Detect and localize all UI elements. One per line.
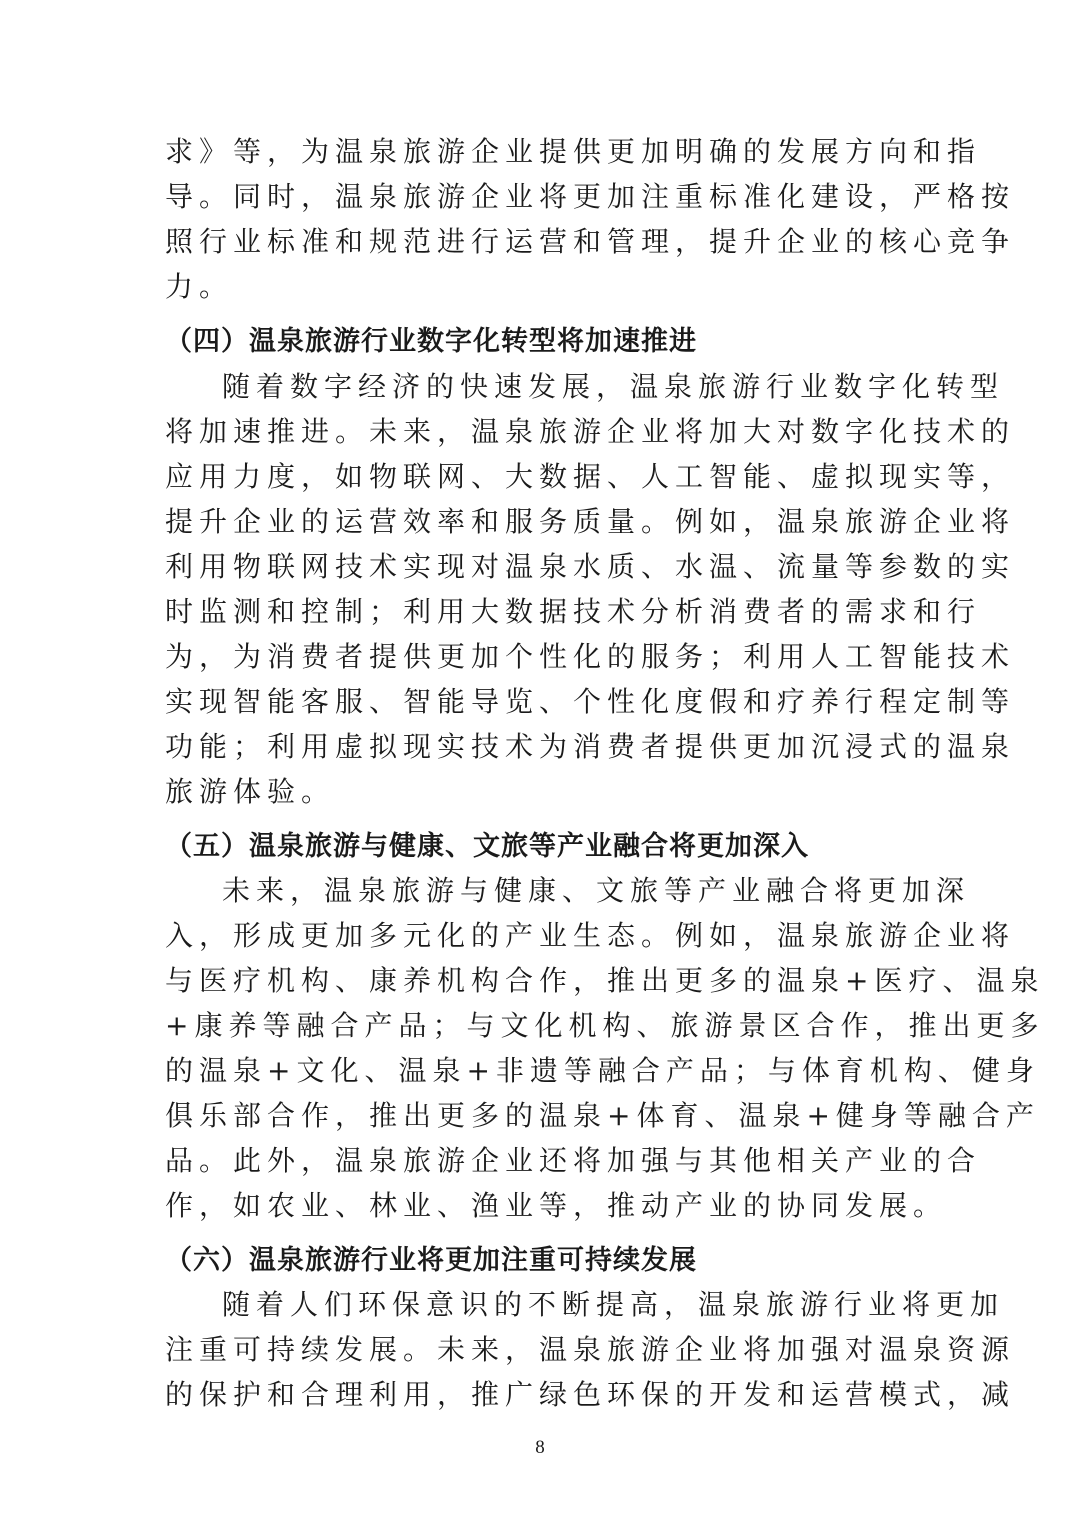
paragraph-line: 力。 [165,270,234,303]
paragraph-line: 俱乐部合作，推出更多的温泉+体育、温泉+健身等融合产 [165,1099,1040,1132]
paragraph-line: 未来，温泉旅游与健康、文旅等产业融合将更加深 [222,874,971,907]
paragraph-line: 应用力度，如物联网、大数据、人工智能、虚拟现实等， [165,460,1016,493]
section-heading-6: （六）温泉旅游行业将更加注重可持续发展 [165,1245,697,1276]
paragraph-line: 提升企业的运营效率和服务质量。例如，温泉旅游企业将 [165,505,1016,538]
page-number: 8 [535,1437,545,1458]
paragraph-line: 随着人们环保意识的不断提高，温泉旅游行业将更加 [222,1288,1005,1321]
paragraph-line: 随着数字经济的快速发展，温泉旅游行业数字化转型 [222,370,1005,403]
paragraph-line: 照行业标准和规范进行运营和管理，提升企业的核心竞争 [165,225,1016,258]
paragraph-line: 时监测和控制；利用大数据技术分析消费者的需求和行 [165,595,982,628]
paragraph-line: 的温泉+文化、温泉+非遗等融合产品；与体育机构、健身 [165,1054,1040,1087]
paragraph-line: 的保护和合理利用，推广绿色环保的开发和运营模式，减 [165,1378,1016,1411]
paragraph-line: +康养等融合产品；与文化机构、旅游景区合作，推出更多 [165,1009,1045,1042]
paragraph-line: 入，形成更加多元化的产业生态。例如，温泉旅游企业将 [165,919,1016,952]
paragraph-line: 利用物联网技术实现对温泉水质、水温、流量等参数的实 [165,550,1016,583]
paragraph-line: 旅游体验。 [165,775,336,808]
paragraph-line: 作，如农业、林业、渔业等，推动产业的协同发展。 [165,1189,948,1222]
paragraph-line: 与医疗机构、康养机构合作，推出更多的温泉+医疗、温泉 [165,964,1045,997]
paragraph-line: 功能；利用虚拟现实技术为消费者提供更加沉浸式的温泉 [165,730,1016,763]
paragraph-line: 将加速推进。未来，温泉旅游企业将加大对数字化技术的 [165,415,1016,448]
paragraph-line: 实现智能客服、智能导览、个性化度假和疗养行程定制等 [165,685,1016,718]
paragraph-line: 品。此外，温泉旅游企业还将加强与其他相关产业的合 [165,1144,982,1177]
section-heading-5: （五）温泉旅游与健康、文旅等产业融合将更加深入 [165,831,809,862]
paragraph-line: 注重可持续发展。未来，温泉旅游企业将加强对温泉资源 [165,1333,1016,1366]
paragraph-line: 为，为消费者提供更加个性化的服务；利用人工智能技术 [165,640,1016,673]
paragraph-line: 导。同时，温泉旅游企业将更加注重标准化建设，严格按 [165,180,1016,213]
section-heading-4: （四）温泉旅游行业数字化转型将加速推进 [165,326,697,357]
paragraph-line: 求》等，为温泉旅游企业提供更加明确的发展方向和指 [165,135,982,168]
